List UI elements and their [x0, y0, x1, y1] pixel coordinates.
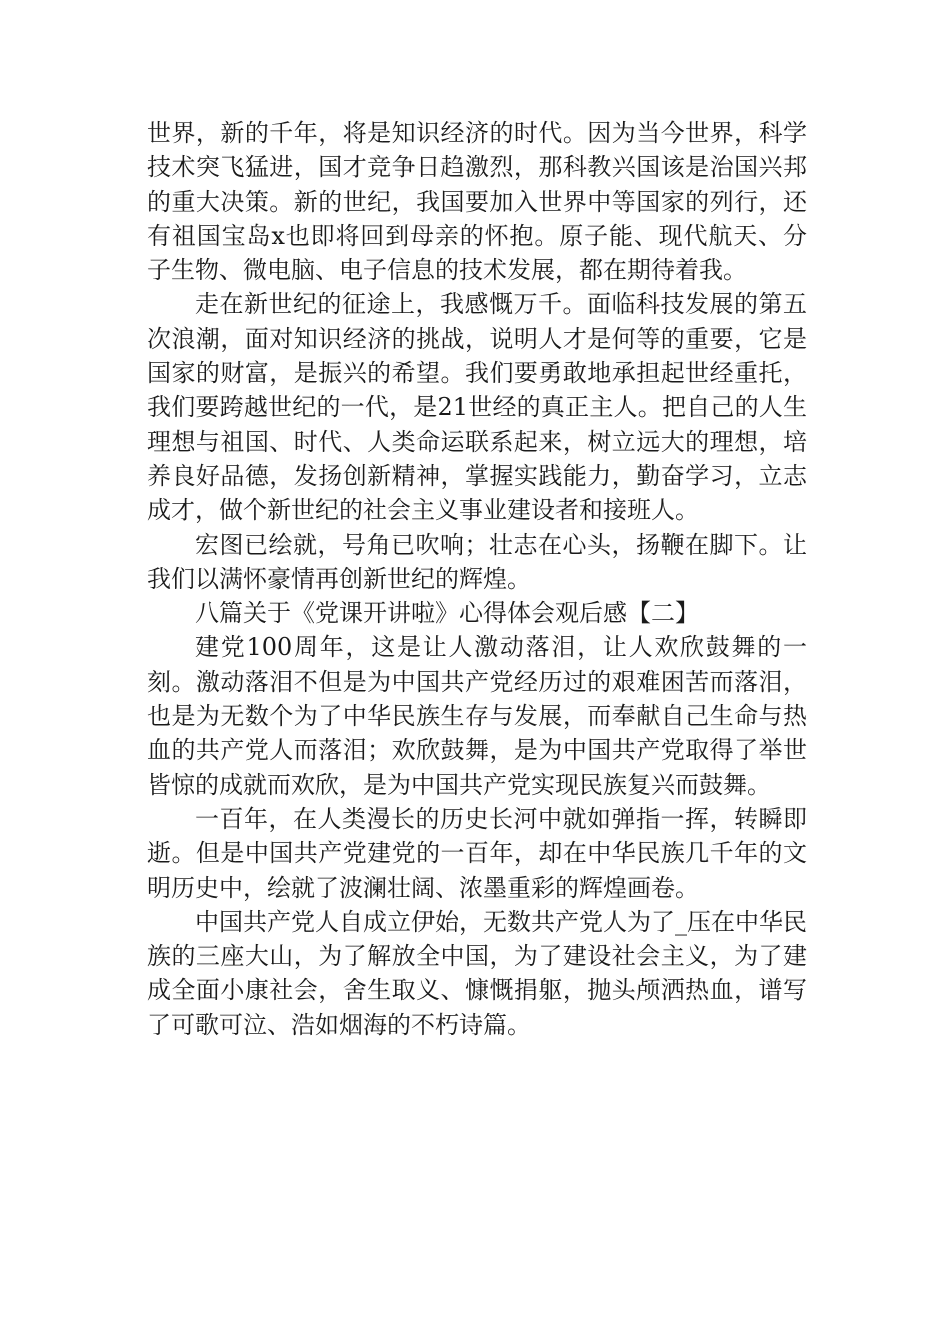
paragraph: 走在新世纪的征途上，我感慨万千。面临科技发展的第五次浪潮，面对知识经济的挑战，说明人才是何等的重要，它是国家的财富，是振兴的希望。我们要勇敢地承担起世经重托，我们要跨越世纪的一代，是21世经的真正主人。把自己的人生理想与祖国、时代、人类命运联系起来，树立远大的理想，培养良好品德，发扬创新精神，掌握实践能力，勤奋学习，立志成才，做个新世纪的社会主义事业建设者和接班人。: [147, 290, 807, 525]
paragraph: 中国共产党人自成立伊始，无数共产党人为了_压在中华民族的三座大山，为了解放全中国，为了建设社会主义，为了建成全面小康社会，舍生取义、慷慨捐躯，抛头颅洒热血，谱写了可歌可泣、浩如烟海的不朽诗篇。: [147, 907, 807, 1039]
paragraph: 一百年，在人类漫长的历史长河中就如弹指一挥，转瞬即逝。但是中国共产党建党的一百年，却在中华民族几千年的文明历史中，绘就了波澜壮阔、浓墨重彩的辉煌画卷。: [147, 804, 807, 902]
section-heading: 八篇关于《党课开讲啦》心得体会观后感【二】: [195, 599, 699, 628]
paragraph: 宏图已绘就，号角已吹响；壮志在心头，扬鞭在脚下。让我们以满怀豪情再创新世纪的辉煌。: [147, 530, 807, 593]
paragraph: 建党100周年，这是让人激动落泪，让人欢欣鼓舞的一刻。激动落泪不但是为中国共产党经历过的艰难困苦而落泪，也是为无数个为了中华民族生存与发展，而奉献自己生命与热血的共产党人而落泪；欢欣鼓舞，是为中国共产党取得了举世皆惊的成就而欢欣，是为中国共产党实现民族复兴而鼓舞。: [147, 633, 807, 799]
document-body: [147, 116, 807, 1042]
paragraph-continued: 世界，新的千年，将是知识经济的时代。因为当今世界，科学技术突飞猛进，国才竞争日趋激烈，那科教兴国该是治国兴邦的重大决策。新的世纪，我国要加入世界中等国家的列行，还有祖国宝岛x也即将回到母亲的怀抱。原子能、现代航天、分子生物、微电脑、电子信息的技术发展，都在期待着我。: [147, 119, 807, 285]
